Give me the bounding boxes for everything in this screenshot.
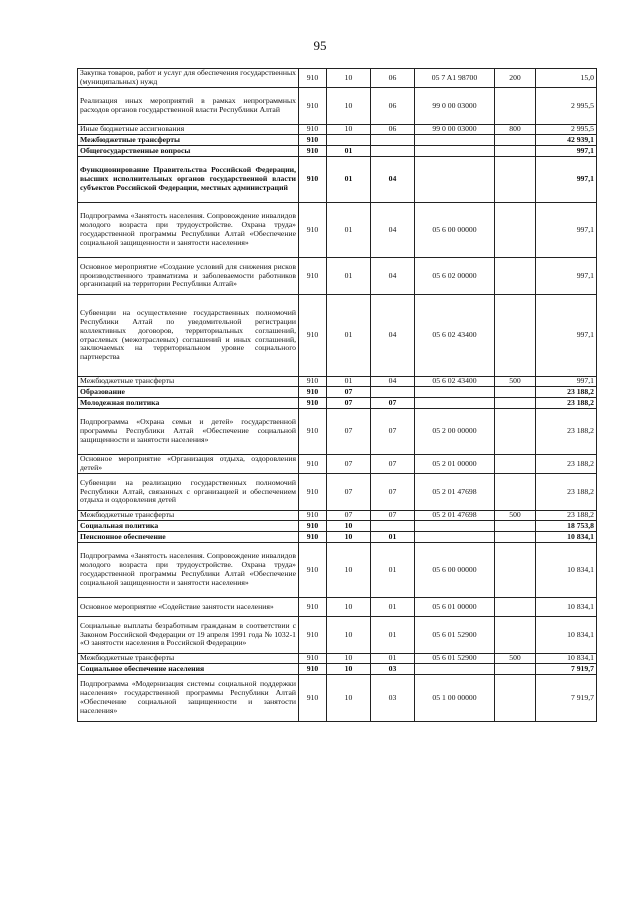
cell-pr: 06 bbox=[371, 125, 415, 135]
cell-vr bbox=[495, 88, 536, 125]
table-row bbox=[78, 125, 597, 135]
cell-pr bbox=[371, 146, 415, 157]
table-row bbox=[78, 521, 597, 532]
table-row bbox=[78, 88, 597, 125]
cell-rz: 10 bbox=[327, 125, 371, 135]
cell-vr bbox=[495, 409, 536, 455]
table-row bbox=[78, 511, 597, 521]
table-row bbox=[78, 664, 597, 675]
cell-sum: 10 834,1 bbox=[536, 543, 597, 598]
cell-csr bbox=[415, 664, 495, 675]
cell-csr bbox=[415, 387, 495, 398]
cell-sum: 15,0 bbox=[536, 69, 597, 88]
cell-csr: 99 0 00 03000 bbox=[415, 88, 495, 125]
cell-sum: 23 188,2 bbox=[536, 398, 597, 409]
cell-rz: 01 bbox=[327, 377, 371, 387]
table-row bbox=[78, 203, 597, 258]
table-row bbox=[78, 598, 597, 617]
cell-name: Социальная политика bbox=[78, 521, 299, 532]
cell-pr: 07 bbox=[371, 398, 415, 409]
cell-csr: 05 2 01 00000 bbox=[415, 455, 495, 474]
table-row bbox=[78, 387, 597, 398]
cell-csr: 05 6 00 00000 bbox=[415, 543, 495, 598]
cell-rz: 01 bbox=[327, 258, 371, 295]
cell-gr: 910 bbox=[299, 664, 327, 675]
cell-sum: 2 995,5 bbox=[536, 125, 597, 135]
cell-gr: 910 bbox=[299, 455, 327, 474]
cell-rz: 01 bbox=[327, 146, 371, 157]
cell-gr: 910 bbox=[299, 532, 327, 543]
cell-name: Подпрограмма «Занятость населения. Сопровождение инвалидов молодого возраста при трудоустройстве. Охрана труда» государственной программы Республики Алтай «Обеспечение социальной защищенности и занятости населения» bbox=[78, 543, 299, 598]
cell-gr: 910 bbox=[299, 543, 327, 598]
cell-csr bbox=[415, 532, 495, 543]
cell-gr: 910 bbox=[299, 88, 327, 125]
cell-sum: 10 834,1 bbox=[536, 654, 597, 664]
cell-rz: 07 bbox=[327, 409, 371, 455]
cell-vr: 500 bbox=[495, 377, 536, 387]
cell-pr: 07 bbox=[371, 409, 415, 455]
cell-rz: 10 bbox=[327, 654, 371, 664]
cell-name: Основное мероприятие «Содействие занятости населения» bbox=[78, 598, 299, 617]
cell-sum: 10 834,1 bbox=[536, 598, 597, 617]
cell-name: Межбюджетные трансферты bbox=[78, 511, 299, 521]
cell-name: Социальные выплаты безработным гражданам в соответствии с Законом Российской Федерации от 19 апреля 1991 года № 1032-1 «О занятости населения в Российской Федерации» bbox=[78, 617, 299, 654]
cell-name: Подпрограмма «Занятость населения. Сопровождение инвалидов молодого возраста при трудоустройстве. Охрана труда» государственной программы Республики Алтай «Обеспечение социальной защищенности и занятости населения» bbox=[78, 203, 299, 258]
cell-rz: 10 bbox=[327, 598, 371, 617]
cell-name: Иные бюджетные ассигнования bbox=[78, 125, 299, 135]
cell-vr: 500 bbox=[495, 654, 536, 664]
cell-pr: 04 bbox=[371, 157, 415, 203]
cell-sum: 23 188,2 bbox=[536, 409, 597, 455]
table-row bbox=[78, 409, 597, 455]
cell-name: Межбюджетные трансферты bbox=[78, 377, 299, 387]
cell-pr: 01 bbox=[371, 598, 415, 617]
table-row bbox=[78, 532, 597, 543]
cell-rz: 10 bbox=[327, 617, 371, 654]
table-row bbox=[78, 135, 597, 146]
cell-gr: 910 bbox=[299, 295, 327, 377]
cell-name: Общегосударственные вопросы bbox=[78, 146, 299, 157]
cell-pr: 01 bbox=[371, 617, 415, 654]
cell-vr: 800 bbox=[495, 125, 536, 135]
cell-vr: 500 bbox=[495, 511, 536, 521]
cell-sum: 23 188,2 bbox=[536, 455, 597, 474]
cell-csr bbox=[415, 521, 495, 532]
cell-sum: 23 188,2 bbox=[536, 511, 597, 521]
cell-csr: 05 1 00 00000 bbox=[415, 675, 495, 722]
cell-csr: 05 6 02 00000 bbox=[415, 258, 495, 295]
cell-pr: 07 bbox=[371, 511, 415, 521]
cell-rz: 10 bbox=[327, 664, 371, 675]
cell-gr: 910 bbox=[299, 146, 327, 157]
cell-pr: 04 bbox=[371, 203, 415, 258]
cell-pr: 04 bbox=[371, 295, 415, 377]
budget-table bbox=[77, 68, 597, 722]
cell-name: Субвенции на реализацию государственных полномочий Республики Алтай, связанных с организацией и обеспечением отдыха и оздоровления детей bbox=[78, 474, 299, 511]
cell-gr: 910 bbox=[299, 654, 327, 664]
cell-vr: 200 bbox=[495, 69, 536, 88]
cell-csr: 05 2 01 47698 bbox=[415, 511, 495, 521]
cell-name: Подпрограмма «Модернизация системы социальной поддержки населения» государственной программы Республики Алтай «Обеспечение социальной защищенности и занятости населения» bbox=[78, 675, 299, 722]
cell-vr bbox=[495, 664, 536, 675]
cell-pr bbox=[371, 135, 415, 146]
cell-csr: 05 6 01 52900 bbox=[415, 617, 495, 654]
cell-gr: 910 bbox=[299, 409, 327, 455]
cell-rz: 07 bbox=[327, 455, 371, 474]
cell-gr: 910 bbox=[299, 474, 327, 511]
cell-name: Межбюджетные трансферты bbox=[78, 654, 299, 664]
cell-csr: 05 6 02 43400 bbox=[415, 295, 495, 377]
cell-name: Реализация иных мероприятий в рамках непрограммных расходов органов государственной власти Республики Алтай bbox=[78, 88, 299, 125]
cell-pr: 06 bbox=[371, 88, 415, 125]
cell-rz: 10 bbox=[327, 88, 371, 125]
cell-pr bbox=[371, 521, 415, 532]
cell-csr bbox=[415, 146, 495, 157]
cell-sum: 18 753,8 bbox=[536, 521, 597, 532]
cell-sum: 997,1 bbox=[536, 146, 597, 157]
cell-sum: 997,1 bbox=[536, 203, 597, 258]
cell-vr bbox=[495, 398, 536, 409]
cell-csr: 05 6 00 00000 bbox=[415, 203, 495, 258]
cell-pr: 01 bbox=[371, 532, 415, 543]
cell-gr: 910 bbox=[299, 135, 327, 146]
table-row bbox=[78, 654, 597, 664]
table-row bbox=[78, 675, 597, 722]
cell-csr: 05 7 A1 98700 bbox=[415, 69, 495, 88]
cell-vr bbox=[495, 521, 536, 532]
cell-rz: 07 bbox=[327, 474, 371, 511]
cell-vr bbox=[495, 295, 536, 377]
cell-sum: 7 919,7 bbox=[536, 664, 597, 675]
cell-vr bbox=[495, 157, 536, 203]
cell-name: Социальное обеспечение населения bbox=[78, 664, 299, 675]
cell-sum: 997,1 bbox=[536, 258, 597, 295]
cell-vr bbox=[495, 146, 536, 157]
cell-csr: 99 0 00 03000 bbox=[415, 125, 495, 135]
cell-pr: 07 bbox=[371, 474, 415, 511]
cell-csr bbox=[415, 398, 495, 409]
cell-rz: 01 bbox=[327, 203, 371, 258]
cell-rz: 10 bbox=[327, 675, 371, 722]
cell-vr bbox=[495, 617, 536, 654]
cell-sum: 7 919,7 bbox=[536, 675, 597, 722]
cell-sum: 997,1 bbox=[536, 377, 597, 387]
cell-rz: 01 bbox=[327, 157, 371, 203]
cell-name: Подпрограмма «Охрана семьи и детей» государственной программы Республики Алтай «Обеспечение социальной защищенности и занятости населения» bbox=[78, 409, 299, 455]
table-row bbox=[78, 69, 597, 88]
cell-gr: 910 bbox=[299, 675, 327, 722]
table-row bbox=[78, 377, 597, 387]
cell-gr: 910 bbox=[299, 387, 327, 398]
cell-pr: 01 bbox=[371, 654, 415, 664]
cell-sum: 42 939,1 bbox=[536, 135, 597, 146]
cell-gr: 910 bbox=[299, 398, 327, 409]
cell-csr: 05 6 02 43400 bbox=[415, 377, 495, 387]
cell-sum: 10 834,1 bbox=[536, 617, 597, 654]
cell-rz: 10 bbox=[327, 543, 371, 598]
cell-sum: 23 188,2 bbox=[536, 474, 597, 511]
cell-rz: 10 bbox=[327, 69, 371, 88]
table-row bbox=[78, 398, 597, 409]
cell-vr bbox=[495, 532, 536, 543]
cell-gr: 910 bbox=[299, 69, 327, 88]
cell-gr: 910 bbox=[299, 598, 327, 617]
cell-pr: 03 bbox=[371, 664, 415, 675]
cell-rz: 10 bbox=[327, 521, 371, 532]
cell-name: Молодежная политика bbox=[78, 398, 299, 409]
cell-sum: 2 995,5 bbox=[536, 88, 597, 125]
cell-name: Образование bbox=[78, 387, 299, 398]
cell-name: Межбюджетные трансферты bbox=[78, 135, 299, 146]
cell-pr: 07 bbox=[371, 455, 415, 474]
cell-csr: 05 6 01 00000 bbox=[415, 598, 495, 617]
cell-vr bbox=[495, 474, 536, 511]
cell-csr: 05 6 01 52900 bbox=[415, 654, 495, 664]
cell-rz: 01 bbox=[327, 295, 371, 377]
cell-pr: 04 bbox=[371, 258, 415, 295]
cell-gr: 910 bbox=[299, 521, 327, 532]
cell-gr: 910 bbox=[299, 203, 327, 258]
cell-gr: 910 bbox=[299, 157, 327, 203]
cell-gr: 910 bbox=[299, 377, 327, 387]
cell-vr bbox=[495, 598, 536, 617]
table-row bbox=[78, 146, 597, 157]
cell-csr bbox=[415, 157, 495, 203]
table-row bbox=[78, 474, 597, 511]
table-row bbox=[78, 258, 597, 295]
cell-rz: 07 bbox=[327, 387, 371, 398]
table-row bbox=[78, 455, 597, 474]
cell-vr bbox=[495, 387, 536, 398]
cell-pr: 01 bbox=[371, 543, 415, 598]
cell-gr: 910 bbox=[299, 617, 327, 654]
cell-sum: 23 188,2 bbox=[536, 387, 597, 398]
cell-rz: 07 bbox=[327, 398, 371, 409]
cell-name: Субвенции на осуществление государственных полномочий Республики Алтай по уведомительной регистрации коллективных договоров, территориальных соглашений, отраслевых (межотраслевых) соглашений и иных соглашений, заключаемых на территориальном уровне социального партнерства bbox=[78, 295, 299, 377]
budget-table-body bbox=[78, 69, 597, 722]
cell-pr bbox=[371, 387, 415, 398]
cell-vr bbox=[495, 455, 536, 474]
cell-vr bbox=[495, 203, 536, 258]
cell-vr bbox=[495, 258, 536, 295]
page-number: 95 bbox=[313, 38, 327, 53]
cell-rz: 10 bbox=[327, 532, 371, 543]
cell-csr: 05 2 01 47698 bbox=[415, 474, 495, 511]
cell-pr: 03 bbox=[371, 675, 415, 722]
table-row bbox=[78, 157, 597, 203]
table-row bbox=[78, 543, 597, 598]
table-row bbox=[78, 295, 597, 377]
cell-rz bbox=[327, 135, 371, 146]
cell-rz: 07 bbox=[327, 511, 371, 521]
cell-vr bbox=[495, 543, 536, 598]
cell-pr: 04 bbox=[371, 377, 415, 387]
cell-name: Функционирование Правительства Российской Федерации, высших исполнительных органов государственной власти субъектов Российской Федерации, местных администраций bbox=[78, 157, 299, 203]
cell-pr: 06 bbox=[371, 69, 415, 88]
cell-sum: 10 834,1 bbox=[536, 532, 597, 543]
cell-name: Основное мероприятие «Создание условий для снижения рисков производственного травматизма и заболеваемости работников организаций на территории Республики Алтай» bbox=[78, 258, 299, 295]
cell-name: Основное мероприятие «Организация отдыха, оздоровления детей» bbox=[78, 455, 299, 474]
table-row bbox=[78, 617, 597, 654]
cell-name: Закупка товаров, работ и услуг для обеспечения государственных (муниципальных) нужд bbox=[78, 69, 299, 88]
cell-gr: 910 bbox=[299, 258, 327, 295]
cell-name: Пенсионное обеспечение bbox=[78, 532, 299, 543]
cell-csr bbox=[415, 135, 495, 146]
cell-sum: 997,1 bbox=[536, 157, 597, 203]
cell-gr: 910 bbox=[299, 511, 327, 521]
cell-vr bbox=[495, 135, 536, 146]
cell-gr: 910 bbox=[299, 125, 327, 135]
cell-sum: 997,1 bbox=[536, 295, 597, 377]
cell-vr bbox=[495, 675, 536, 722]
cell-csr: 05 2 00 00000 bbox=[415, 409, 495, 455]
